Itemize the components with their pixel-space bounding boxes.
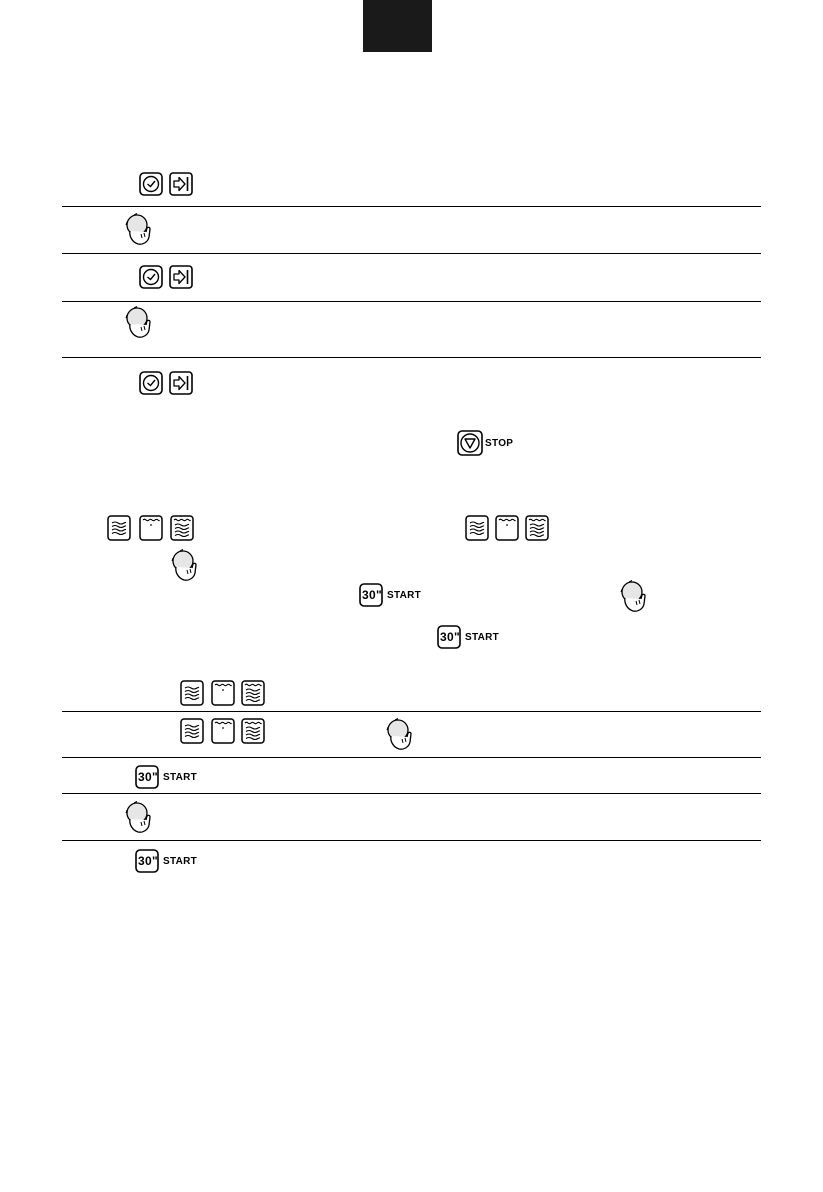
grill-mode-icon (495, 515, 519, 541)
rotary-dial-hand-icon (124, 800, 154, 834)
start-seconds-label: 30" (440, 630, 460, 644)
clock-button-icon (139, 371, 163, 395)
start-seconds-label: 30" (138, 854, 158, 868)
microwave-mode-icon (107, 515, 131, 541)
divider (62, 357, 761, 358)
combi-mode-icon (170, 515, 194, 541)
rotary-dial-hand-icon (124, 305, 154, 339)
start-label: START (465, 632, 500, 643)
start-label: START (163, 772, 198, 783)
grill-mode-icon (211, 718, 235, 744)
start-label: START (387, 590, 422, 601)
start-key (135, 849, 215, 873)
step-forward-button-icon (169, 172, 193, 196)
start-seconds-label: 30" (362, 588, 382, 602)
step-forward-button-icon (169, 371, 193, 395)
stop-key (457, 430, 517, 454)
start-seconds-label: 30" (138, 770, 158, 784)
grill-mode-icon (139, 515, 163, 541)
divider (62, 757, 761, 758)
divider (62, 840, 761, 841)
clock-button-icon (139, 172, 163, 196)
microwave-mode-icon (465, 515, 489, 541)
divider (62, 711, 761, 712)
divider (62, 253, 761, 254)
start-key (359, 583, 439, 607)
stop-button-icon (457, 430, 483, 456)
combi-mode-icon (241, 680, 265, 706)
grill-mode-icon (211, 680, 235, 706)
language-tab (363, 0, 432, 52)
combi-mode-icon (241, 718, 265, 744)
clock-button-icon (139, 265, 163, 289)
microwave-mode-icon (180, 718, 204, 744)
stop-label: STOP (485, 438, 514, 449)
start-key (135, 765, 215, 789)
rotary-dial-hand-icon (385, 717, 415, 751)
rotary-dial-hand-icon (124, 212, 154, 246)
microwave-mode-icon (180, 680, 204, 706)
start-key (437, 625, 517, 649)
start-label: START (163, 856, 198, 867)
divider (62, 206, 761, 207)
rotary-dial-hand-icon (170, 548, 200, 582)
step-forward-button-icon (169, 265, 193, 289)
rotary-dial-hand-icon (619, 579, 649, 613)
divider (62, 301, 761, 302)
combi-mode-icon (525, 515, 549, 541)
divider (62, 793, 761, 794)
